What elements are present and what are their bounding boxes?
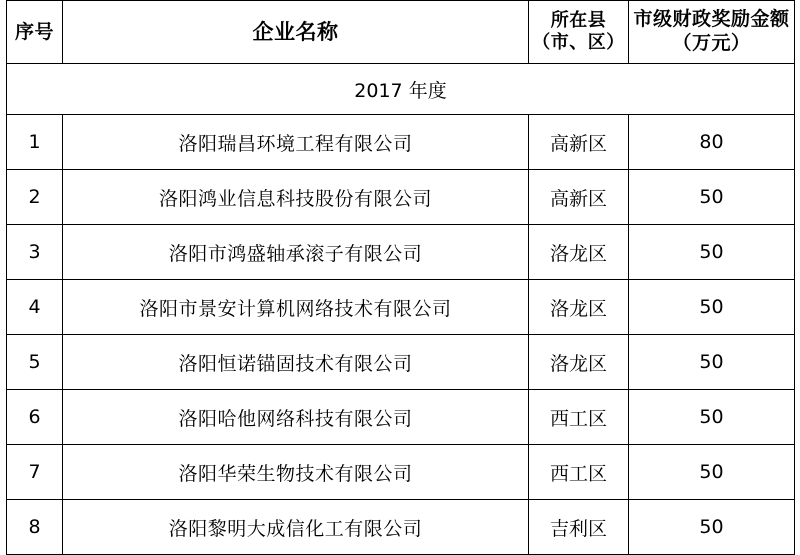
- table-body: [7, 64, 795, 555]
- cell-area: 吉利区: [529, 500, 629, 555]
- cell-amount: 50: [629, 445, 795, 500]
- section-year-row: [7, 64, 795, 115]
- table-row: [7, 445, 795, 500]
- cell-index: 6: [7, 390, 63, 445]
- cell-name: 洛阳恒诺锚固技术有限公司: [63, 335, 529, 390]
- cell-amount: 80: [629, 115, 795, 170]
- cell-name: 洛阳华荣生物技术有限公司: [63, 445, 529, 500]
- cell-amount: 50: [629, 390, 795, 445]
- cell-index: 4: [7, 280, 63, 335]
- section-year-label: 2017 年度: [7, 64, 795, 115]
- cell-amount: 50: [629, 225, 795, 280]
- cell-area: 洛龙区: [529, 335, 629, 390]
- column-header-name: 企业名称: [63, 1, 529, 64]
- column-header-index: 序号: [7, 1, 63, 64]
- table-row: [7, 390, 795, 445]
- cell-name: 洛阳瑞昌环境工程有限公司: [63, 115, 529, 170]
- cell-name: 洛阳哈他网络科技有限公司: [63, 390, 529, 445]
- cell-index: 3: [7, 225, 63, 280]
- header-row: [7, 1, 795, 64]
- cell-index: 8: [7, 500, 63, 555]
- cell-name: 洛阳黎明大成信化工有限公司: [63, 500, 529, 555]
- cell-area: 洛龙区: [529, 225, 629, 280]
- table-row: [7, 225, 795, 280]
- column-header-amount: 市级财政奖励金额 （万元）: [629, 1, 795, 64]
- cell-area: 高新区: [529, 170, 629, 225]
- cell-name: 洛阳市景安计算机网络技术有限公司: [63, 280, 529, 335]
- cell-area: 西工区: [529, 390, 629, 445]
- cell-area: 高新区: [529, 115, 629, 170]
- table-row: [7, 500, 795, 555]
- cell-name: 洛阳鸿业信息科技股份有限公司: [63, 170, 529, 225]
- cell-index: 5: [7, 335, 63, 390]
- table-row: [7, 280, 795, 335]
- cell-amount: 50: [629, 280, 795, 335]
- award-table: [6, 0, 795, 555]
- cell-area: 西工区: [529, 445, 629, 500]
- cell-amount: 50: [629, 335, 795, 390]
- cell-amount: 50: [629, 500, 795, 555]
- cell-index: 1: [7, 115, 63, 170]
- cell-index: 7: [7, 445, 63, 500]
- cell-index: 2: [7, 170, 63, 225]
- table-header: [7, 1, 795, 64]
- cell-amount: 50: [629, 170, 795, 225]
- table-row: [7, 335, 795, 390]
- table-row: [7, 170, 795, 225]
- cell-name: 洛阳市鸿盛轴承滚子有限公司: [63, 225, 529, 280]
- cell-area: 洛龙区: [529, 280, 629, 335]
- column-header-area: 所在县（市、区）: [529, 1, 629, 64]
- table-row: [7, 115, 795, 170]
